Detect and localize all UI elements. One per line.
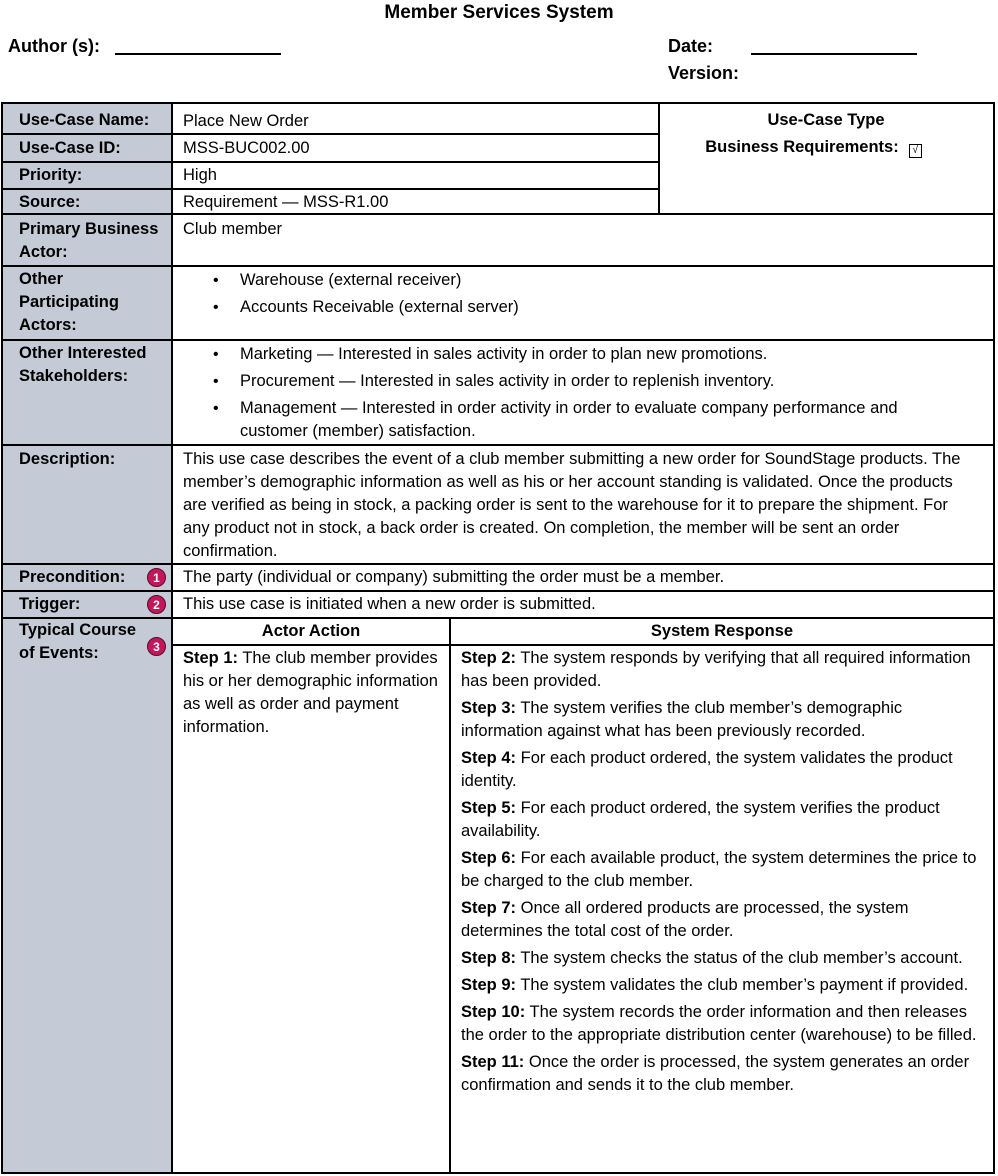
step-text: Once all ordered products are processed, the system determines the total cost of the order.	[461, 899, 909, 940]
course-of-events-label: Typical Course of Events:	[3, 619, 171, 1172]
row-divider	[3, 444, 993, 446]
step-label: Step 5:	[461, 799, 517, 817]
step-text: Once the order is processed, the system generates an order confirmation and sends it to the club member.	[461, 1053, 970, 1094]
priority-label: Priority:	[3, 163, 171, 188]
precondition-badge: 1	[147, 568, 166, 587]
list-item: • Procurement — Interested in sales activity in order to replenish inventory.	[240, 370, 951, 393]
list-item: • Warehouse (external receiver)	[240, 269, 985, 292]
description-value: This use case describes the event of a club member submitting a new order for SoundStage products. The member’s demographic information as well as his or her account standing is validated. Once the products are verified as being in stock, a packing order is sent to the warehouse for it to prepare the shipment. For any product not in stock, a back order is created. On completion, the member will be sent an order confirmation.	[183, 450, 961, 560]
row-divider	[3, 265, 993, 267]
list-item: • Marketing — Interested in sales activity in order to plan new promotions.	[240, 343, 951, 366]
actor-step	[183, 647, 441, 739]
use-case-id-label: Use-Case ID:	[3, 135, 171, 161]
stakeholders-list	[173, 343, 991, 443]
business-requirements-row	[659, 134, 993, 161]
use-case-name-value: Place New Order	[183, 112, 309, 130]
step-label: Step 9:	[461, 976, 517, 994]
step-text: For each product ordered, the system verifies the product availability.	[461, 799, 940, 840]
system-step	[461, 847, 987, 893]
step-text: For each product ordered, the system validates the product identity.	[461, 749, 953, 790]
step-text: The system validates the club member’s payment if provided.	[520, 976, 969, 994]
author-blank-line[interactable]	[115, 53, 281, 55]
precondition-value: The party (individual or company) submitting the order must be a member.	[183, 568, 725, 586]
business-requirements-checkbox[interactable]: √	[909, 144, 922, 158]
step-label: Step 6:	[461, 849, 517, 867]
trigger-badge: 2	[147, 595, 166, 614]
precondition-label: Precondition:	[3, 565, 171, 590]
step-text: The system records the order information and then releases the order to the appropriate distribution center (warehouse) to be filled.	[461, 1003, 977, 1044]
system-step	[461, 697, 987, 743]
primary-actor-value: Club member	[183, 220, 283, 238]
author-label: Author (s):	[8, 36, 100, 56]
row-divider	[3, 339, 993, 341]
system-step	[461, 974, 987, 997]
source-value: Requirement — MSS-R1.00	[183, 193, 389, 211]
use-case-id-value: MSS-BUC002.00	[183, 139, 310, 157]
system-step	[461, 797, 987, 843]
priority-value: High	[183, 166, 217, 184]
trigger-label: Trigger:	[3, 592, 171, 617]
primary-actor-label: Primary Business Actor:	[3, 215, 171, 265]
system-step	[461, 1001, 987, 1047]
step-label: Step 7:	[461, 899, 517, 917]
date-label: Date:	[668, 36, 714, 56]
system-step	[461, 647, 987, 693]
step-text: The system verifies the club member’s demographic information against what has been previously recorded.	[461, 699, 903, 740]
step-label: Step 1:	[183, 649, 239, 667]
business-requirements-label: Business Requirements:	[705, 138, 899, 156]
actor-action-heading: Actor Action	[261, 622, 361, 640]
trigger-value: This use case is initiated when a new order is submitted.	[183, 595, 596, 613]
use-case-name-label: Use-Case Name:	[3, 104, 171, 133]
step-text: For each available product, the system determines the price to be charged to the club member.	[461, 849, 977, 890]
system-step	[461, 1051, 987, 1097]
step-label: Step 8:	[461, 949, 517, 967]
version-label: Version:	[668, 63, 740, 83]
step-label: Step 2:	[461, 649, 517, 667]
use-case-type-box	[659, 104, 993, 161]
list-item: • Management — Interested in order activity in order to evaluate company performance and customer (member) satisfaction.	[240, 397, 951, 443]
actor-steps	[173, 646, 449, 743]
step-label: Step 4:	[461, 749, 517, 767]
description-label: Description:	[3, 446, 171, 563]
other-actors-list	[173, 269, 991, 323]
system-step	[461, 897, 987, 943]
stakeholders-label: Other Interested Stakeholders:	[3, 341, 171, 444]
step-text: The system checks the status of the club member’s account.	[520, 949, 963, 967]
list-item: • Accounts Receivable (external server)	[240, 296, 985, 319]
date-blank-line[interactable]	[751, 53, 917, 55]
system-steps	[451, 646, 993, 1101]
step-label: Step 10:	[461, 1003, 526, 1021]
step-label: Step 3:	[461, 699, 517, 717]
system-response-heading: System Response	[650, 622, 794, 640]
system-step	[461, 747, 987, 793]
step-text: The club member provides his or her demographic information as well as order and payment information.	[183, 649, 438, 736]
source-label: Source:	[3, 190, 171, 215]
system-step	[461, 947, 987, 970]
step-text: The system responds by verifying that all required information has been provided.	[461, 649, 971, 690]
step-label: Step 11:	[461, 1053, 525, 1071]
other-actors-label: Other Participating Actors:	[3, 267, 171, 339]
document-title: Member Services System	[384, 2, 614, 23]
use-case-type-heading: Use-Case Type	[767, 111, 885, 129]
course-badge: 3	[147, 637, 166, 656]
